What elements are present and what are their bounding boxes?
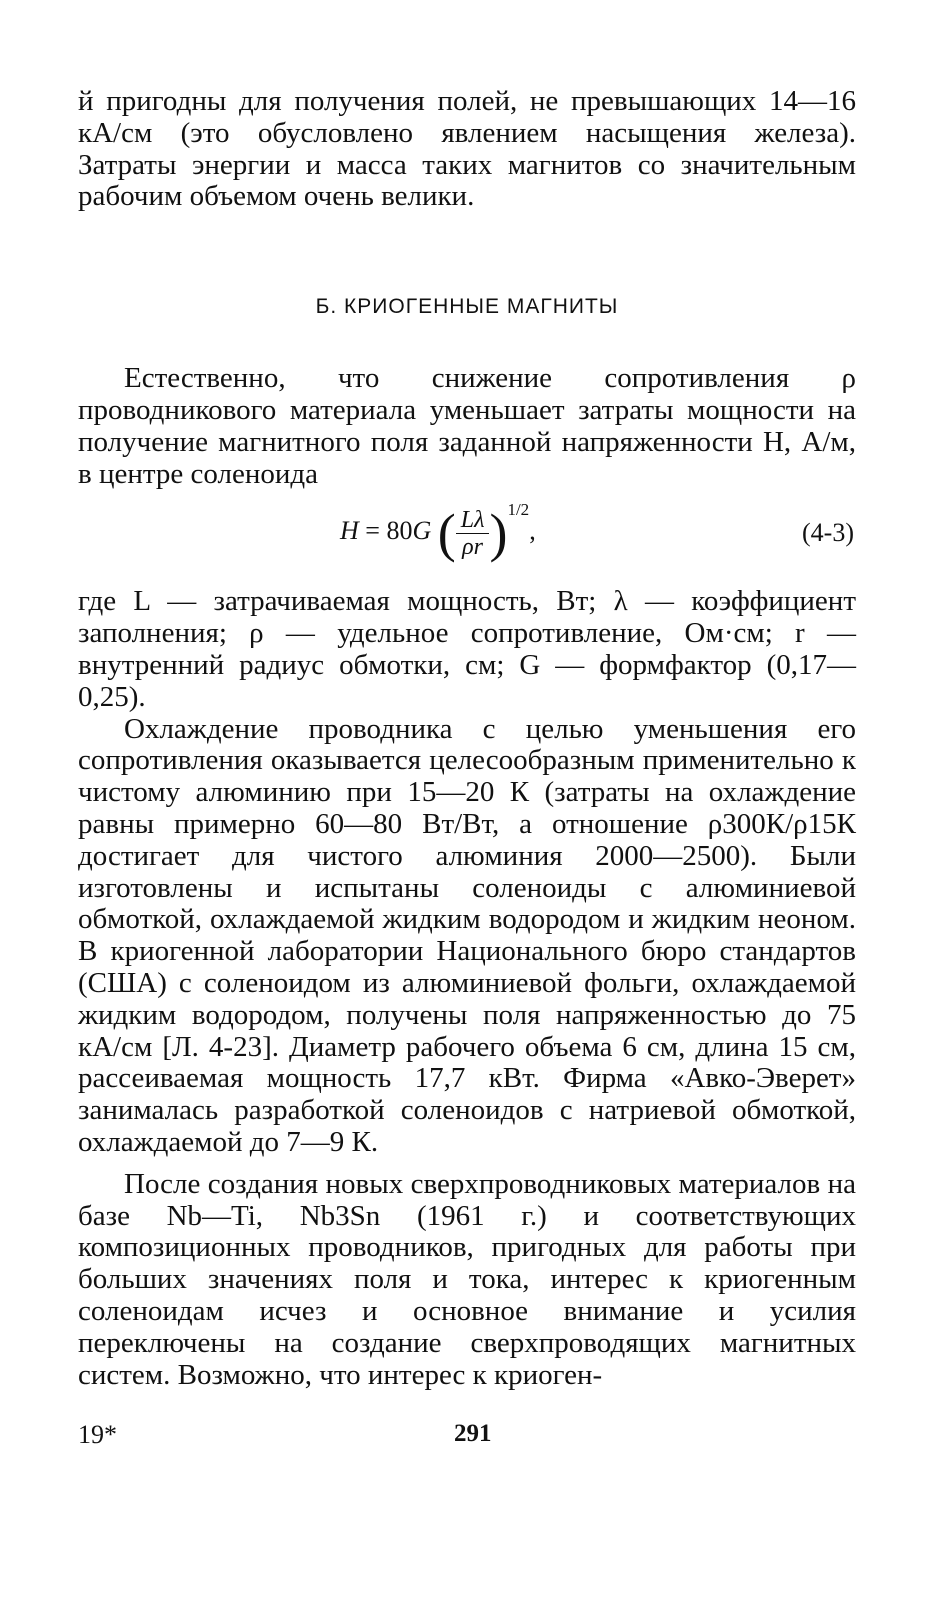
signature-mark: 19*	[78, 1420, 117, 1449]
paragraph-definitions: где L — затрачиваемая мощность, Вт; λ — коэффициент заполнения; ρ — удельное сопротивление, Ом·см; r — внутренний радиус обмотки, см; G — формфактор (0,17—0,25).	[78, 585, 856, 713]
paragraph-continuation: й пригодны для получения полей, не превышающих 14—16 кА/см (это обусловлено явлением насыщения железа). Затраты энергии и масса таких магнитов со значительным рабочим объемом очень велики.	[78, 85, 856, 213]
formula-exponent: 1/2	[507, 500, 530, 520]
page-number: 291	[454, 1420, 492, 1447]
fraction	[456, 507, 490, 560]
fraction-denominator: ρr	[462, 533, 484, 560]
section-heading: Б. КРИОГЕННЫЕ МАГНИТЫ	[315, 295, 619, 319]
page-footer	[78, 1420, 856, 1460]
formula-lhs: H	[340, 516, 359, 546]
formula-tail: ,	[529, 516, 536, 546]
page-body	[78, 86, 856, 1391]
paragraph-intro: Естественно, что снижение сопротивления ρ проводникового материала уменьшает затраты мощности на получение магнитного поля заданной напряженности Н, А/м, в центре соленоида	[78, 362, 856, 490]
left-paren: (	[437, 503, 456, 564]
right-paren: )	[489, 503, 508, 564]
formula	[340, 500, 536, 564]
equation-number: (4-3)	[802, 518, 854, 548]
formula-eq: = 80	[358, 516, 413, 546]
fraction-numerator: Lλ	[456, 507, 490, 534]
formula-g: G	[412, 516, 432, 546]
paragraph-superconductors: После создания новых сверхпроводниковых материалов на базе Nb—Ti, Nb3Sn (1961 г.) и соответствующих композиционных проводников, пригодных для работы при больших значениях поля и тока, интерес к криогенным соленоидам исчез и основное внимание и усилия переключены на создание сверхпроводящих магнитных систем. Возможно, что интерес к криоген-	[78, 1167, 856, 1391]
equation-4-3	[78, 500, 856, 574]
paragraph-cooling: Охлаждение проводника с целью уменьшения его сопротивления оказывается целесообразным применительно к чистому алюминию при 15—20 К (затраты на охлаждение равны примерно 60—80 Вт/Вт, а отношение ρ300К/ρ15К достигает для чистого алюминия 2000—2500). Были изготовлены и испытаны соленоиды с алюминиевой обмоткой, охлаждаемой жидким водородом и жидким неоном. В криогенной лаборатории Национального бюро стандартов (США) с соленоидом из алюминиевой фольги, охлаждаемой жидким водородом, получены поля напряженностью до 75 кА/см [Л. 4-23]. Диаметр рабочего объема 6 см, длина 15 см, рассеиваемая мощность 17,7 кВт. Фирма «Авко-Эверет» занималась разработкой соленоидов с натриевой обмоткой, охлаждаемой до 7—9 К.	[78, 712, 856, 1158]
